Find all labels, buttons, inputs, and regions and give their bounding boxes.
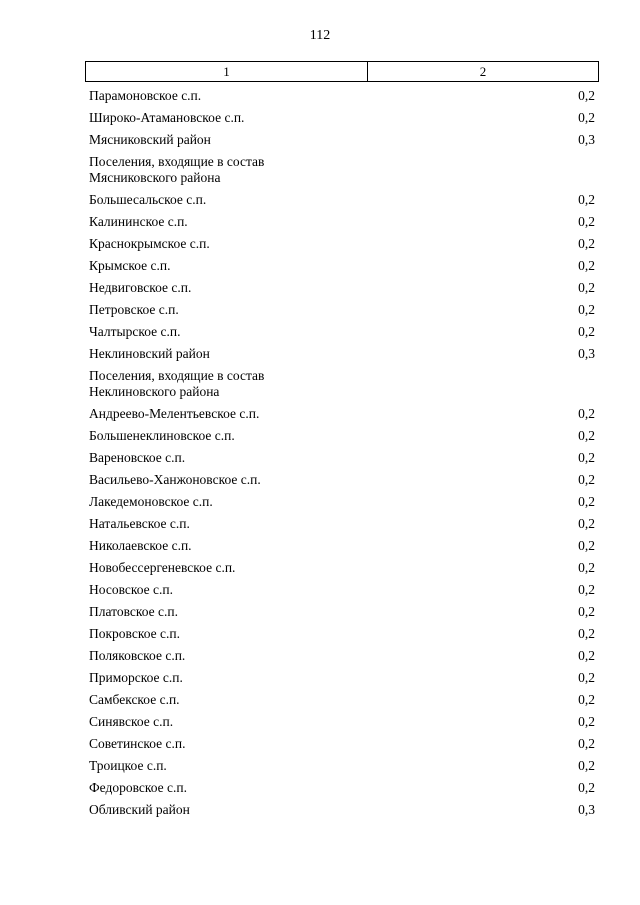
table-row	[85, 667, 599, 689]
table-row	[85, 733, 599, 755]
row-name: Советинское с.п.	[89, 736, 186, 751]
row-name: Троицкое с.п.	[89, 758, 167, 773]
table-row	[85, 403, 599, 425]
row-value: 0,2	[578, 428, 595, 443]
row-value: 0,2	[578, 324, 595, 339]
row-value: 0,2	[578, 450, 595, 465]
row-name: Калининское с.п.	[89, 214, 188, 229]
row-name: Вареновское с.п.	[89, 450, 186, 465]
table-row	[85, 689, 599, 711]
row-value: 0,3	[578, 346, 595, 361]
row-name: Чалтырское с.п.	[89, 324, 181, 339]
row-value: 0,2	[578, 780, 595, 795]
row-name: Широко-Атамановское с.п.	[89, 110, 245, 125]
table-header	[85, 61, 599, 82]
table-row	[85, 189, 599, 211]
row-value: 0,2	[578, 604, 595, 619]
table-row	[85, 129, 599, 151]
table-row	[85, 277, 599, 299]
row-value: 0,2	[578, 648, 595, 663]
row-name: Лакедемоновское с.п.	[89, 494, 213, 509]
row-value: 0,2	[578, 214, 595, 229]
row-value: 0,2	[578, 494, 595, 509]
row-name: Федоровское с.п.	[89, 780, 188, 795]
row-name: Новобессергеневское с.п.	[89, 560, 236, 575]
table-row	[85, 645, 599, 667]
row-name: Носовское с.п.	[89, 582, 173, 597]
row-name: Натальевское с.п.	[89, 516, 190, 531]
row-name: Николаевское с.п.	[89, 538, 192, 553]
table-row	[85, 255, 599, 277]
row-name: Неклиновский район	[89, 346, 210, 361]
page-number: 112	[309, 28, 331, 43]
table-body	[85, 85, 599, 821]
row-value: 0,2	[578, 736, 595, 751]
table-row	[85, 777, 599, 799]
row-name: Недвиговское с.п.	[89, 280, 192, 295]
table-row	[85, 469, 599, 491]
row-name: Поселения, входящие в состав Мясниковского района	[89, 154, 265, 185]
table-row	[85, 365, 599, 403]
row-value: 0,2	[578, 582, 595, 597]
table-row	[85, 623, 599, 645]
row-name: Самбекское с.п.	[89, 692, 180, 707]
table-row	[85, 321, 599, 343]
row-name: Андреево-Мелентьевское с.п.	[89, 406, 260, 421]
table-row	[85, 447, 599, 469]
row-value: 0,2	[578, 626, 595, 641]
row-value: 0,2	[578, 670, 595, 685]
row-name: Синявское с.п.	[89, 714, 174, 729]
row-value: 0,2	[578, 692, 595, 707]
row-name: Обливский район	[89, 802, 190, 817]
row-value: 0,2	[578, 258, 595, 273]
table-row	[85, 491, 599, 513]
table-row	[85, 107, 599, 129]
table-row	[85, 299, 599, 321]
column-header-2: 2	[479, 64, 487, 79]
table-row	[85, 579, 599, 601]
row-value: 0,2	[578, 302, 595, 317]
table-row	[85, 535, 599, 557]
row-value: 0,3	[578, 802, 595, 817]
row-value: 0,2	[578, 538, 595, 553]
row-name: Парамоновское с.п.	[89, 88, 202, 103]
table-row	[85, 755, 599, 777]
table-row	[85, 557, 599, 579]
row-value: 0,2	[578, 516, 595, 531]
table-row	[85, 85, 599, 107]
row-name: Большесальское с.п.	[89, 192, 207, 207]
row-name: Васильево-Ханжоновское с.п.	[89, 472, 261, 487]
row-value: 0,2	[578, 714, 595, 729]
table-row	[85, 711, 599, 733]
table-row	[85, 799, 599, 821]
row-value: 0,3	[578, 132, 595, 147]
row-name: Поселения, входящие в состав Неклиновского района	[89, 368, 265, 399]
column-header-1: 1	[86, 62, 368, 81]
row-name: Платовское с.п.	[89, 604, 179, 619]
table-row	[85, 425, 599, 447]
row-value: 0,2	[578, 236, 595, 251]
row-name: Крымское с.п.	[89, 258, 171, 273]
row-name: Поляковское с.п.	[89, 648, 186, 663]
row-value: 0,2	[578, 472, 595, 487]
row-value: 0,2	[578, 110, 595, 125]
table-row	[85, 513, 599, 535]
table-row	[85, 211, 599, 233]
row-name: Большенеклиновское с.п.	[89, 428, 235, 443]
table-row	[85, 151, 599, 189]
table-row	[85, 233, 599, 255]
row-name: Приморское с.п.	[89, 670, 183, 685]
table-row	[85, 343, 599, 365]
row-value: 0,2	[578, 758, 595, 773]
row-value: 0,2	[578, 192, 595, 207]
row-value: 0,2	[578, 560, 595, 575]
row-value: 0,2	[578, 406, 595, 421]
table-row	[85, 601, 599, 623]
row-name: Покровское с.п.	[89, 626, 180, 641]
row-value: 0,2	[578, 280, 595, 295]
row-name: Мясниковский район	[89, 132, 211, 147]
row-value: 0,2	[578, 88, 595, 103]
row-name: Краснокрымское с.п.	[89, 236, 210, 251]
row-name: Петровское с.п.	[89, 302, 179, 317]
